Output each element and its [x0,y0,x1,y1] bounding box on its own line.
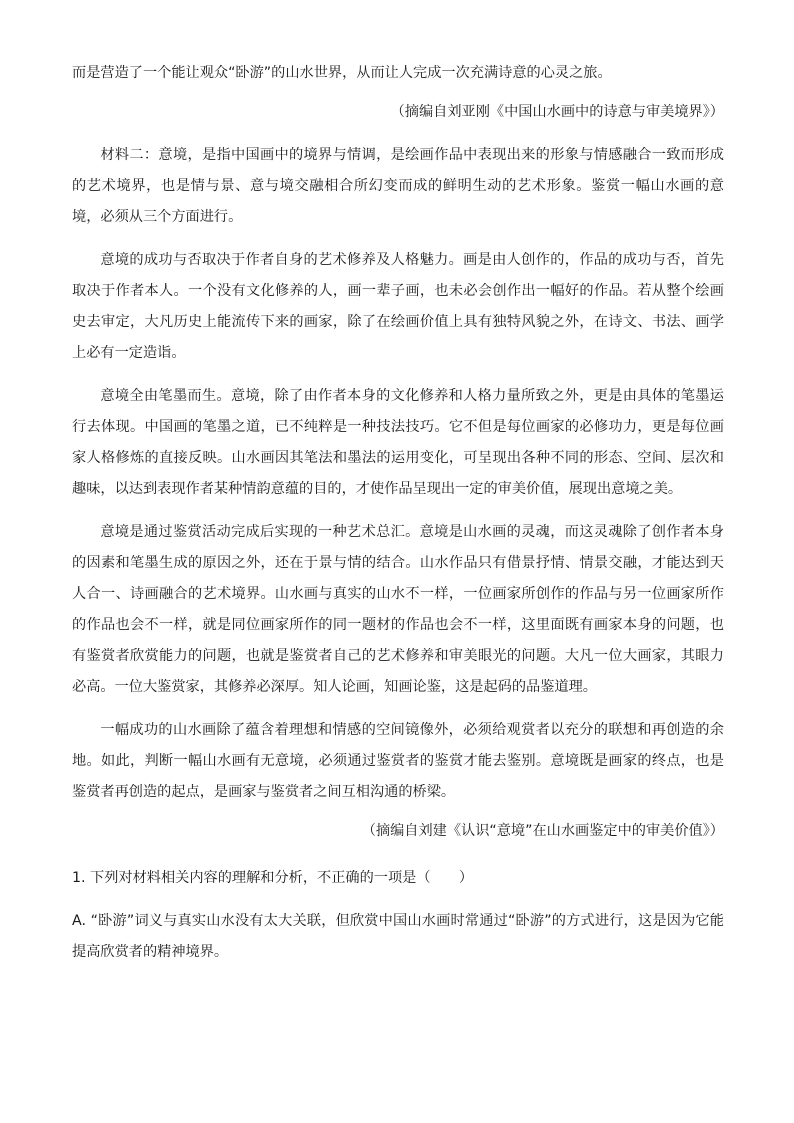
source-citation-2: （摘编自刘建《认识“意境”在山水画鉴定中的审美价值》） [361,823,724,839]
paragraph-artistic-cultivation: 意境的成功与否取决于作者自身的艺术修养及人格魅力。画是由人创作的，作品的成功与否，首先取决于作者本人。一个没有文化修养的人，画一辈子画，也未必会创作出一幅好的作品。若从整个绘画史去审定，大凡历史上能流传下来的画家，除了在绘画价值上具有独特风貌之外，在诗文、书法、画学上必有一定造诣。 [72,252,724,361]
question-stem: 1. 下列对材料相关内容的理解和分析，不正确的一项是（ ） [72,870,474,886]
source-citation-1: （摘编自刘亚刚《中国山水画中的诗意与审美境界》） [390,104,724,120]
paragraph-continuation: 而是营造了一个能让观众“卧游”的山水世界，从而让人完成一次充满诗意的心灵之旅。 [72,65,612,81]
question-option-a: A. “卧游”词义与真实山水没有太大关联，但欣赏中国山水画时常通过“卧游”的方式进行，这是因为它能提高欣赏者的精神境界。 [72,913,724,960]
paragraph-brush-ink: 意境全由笔墨而生。意境，除了由作者本身的文化修养和人格力量所致之外，更是由具体的笔墨运行去体现。中国画的笔墨之道，已不纯粹是一种技法技巧。它不但是每位画家的必修功力，更是每位画家人格修炼的直接反映。山水画因其笔法和墨法的运用变化，可呈现出各种不同的形态、空间、层次和趣味，以达到表现作者某种情韵意蕴的目的，才使作品呈现出一定的审美价值，展现出意境之美。 [72,388,724,497]
document-page [72,58,724,968]
paragraph-appreciation: 意境是通过鉴赏活动完成后实现的一种艺术总汇。意境是山水画的灵魂，而这灵魂除了创作者本身的因素和笔墨生成的原因之外，还在于景与情的结合。山水作品只有借景抒情、情景交融，才能达到天人合一、诗画融合的艺术境界。山水画与真实的山水不一样，一位画家所创作的作品与另一位画家所作的作品也会不一样，就是同位画家所作的同一题材的作品也会不一样，这里面既有画家本身的问题，也有鉴赏者欣赏能力的问题，也就是鉴赏者自己的艺术修养和审美眼光的问题。大凡一位大画家，其眼力必高。一位大鉴赏家，其修养必深厚。知人论画，知画论鉴，这是起码的品鉴道理。 [72,524,724,695]
paragraph-successful-painting: 一幅成功的山水画除了蕴含着理想和情感的空间镜像外，必须给观赏者以充分的联想和再创造的余地。如此，判断一幅山水画有无意境，必须通过鉴赏者的鉴赏才能去鉴别。意境既是画家的终点，也是鉴赏者再创造的起点，是画家与鉴赏者之间互相沟通的桥梁。 [72,722,724,800]
paragraph-material-two: 材料二：意境，是指中国画中的境界与情调，是绘画作品中表现出来的形象与情感融合一致而形成的艺术境界，也是情与景、意与境交融相合所幻变而成的鲜明生动的艺术形象。鉴赏一幅山水画的意境，必须从三个方面进行。 [72,147,724,225]
